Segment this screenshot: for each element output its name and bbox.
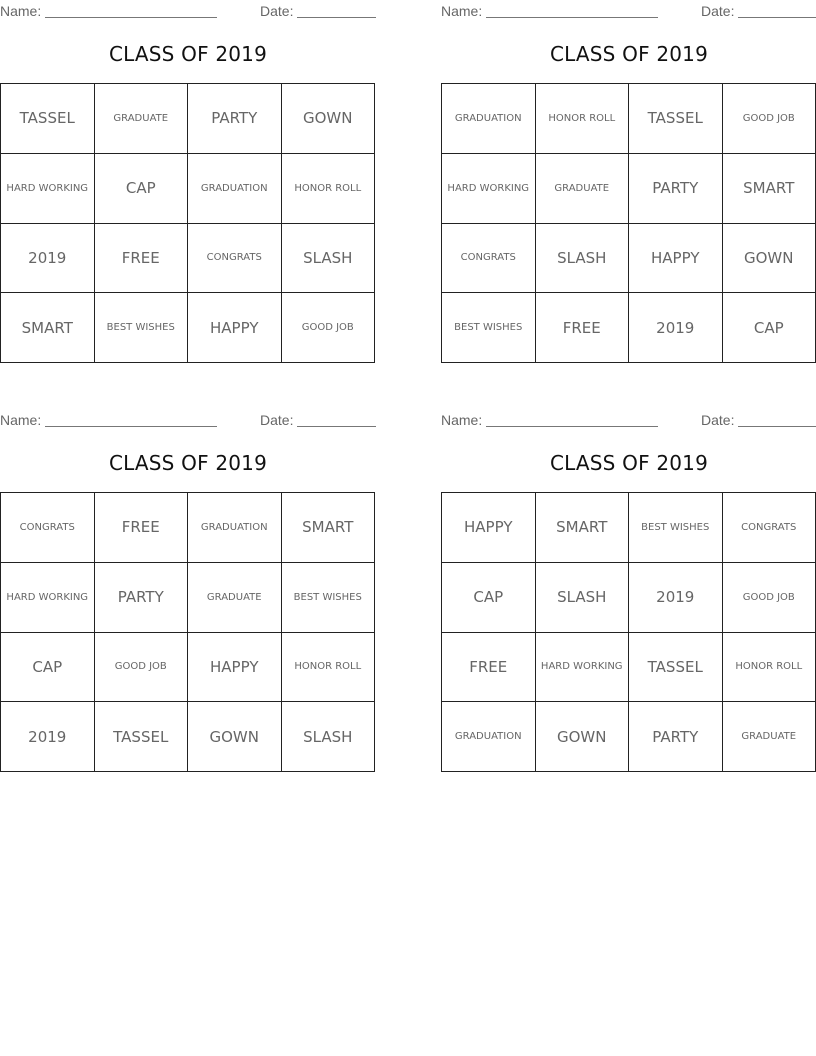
bingo-grid [0, 83, 375, 363]
bingo-cell[interactable]: HONOR ROLL [282, 154, 376, 224]
bingo-card [441, 409, 816, 789]
bingo-cell[interactable]: FREE [95, 224, 189, 294]
bingo-cell[interactable]: SMART [282, 493, 376, 563]
bingo-cell[interactable]: BEST WISHES [442, 293, 536, 363]
bingo-cell[interactable]: FREE [442, 633, 536, 703]
card-header [0, 3, 376, 19]
bingo-cell[interactable]: 2019 [629, 293, 723, 363]
bingo-cell[interactable]: GOOD JOB [723, 84, 816, 154]
bingo-cell[interactable]: GRADUATION [188, 493, 282, 563]
bingo-card [0, 0, 376, 380]
bingo-cell[interactable]: CONGRATS [723, 493, 816, 563]
bingo-cell[interactable]: PARTY [188, 84, 282, 154]
bingo-grid [441, 83, 816, 363]
name-blank-line[interactable] [45, 17, 217, 18]
date-blank-line[interactable] [738, 17, 816, 18]
bingo-cell[interactable]: HAPPY [629, 224, 723, 294]
card-header [441, 412, 816, 428]
bingo-cell[interactable]: CAP [442, 563, 536, 633]
bingo-cell[interactable]: HARD WORKING [536, 633, 630, 703]
bingo-cell[interactable]: GRADUATION [188, 154, 282, 224]
bingo-cell[interactable]: HONOR ROLL [723, 633, 816, 703]
bingo-cell[interactable]: 2019 [629, 563, 723, 633]
name-blank-line[interactable] [486, 426, 658, 427]
card-title: CLASS OF 2019 [549, 451, 709, 475]
card-title: CLASS OF 2019 [108, 42, 268, 66]
bingo-cell[interactable]: SLASH [282, 224, 376, 294]
bingo-cell[interactable]: SMART [723, 154, 816, 224]
bingo-cell[interactable]: TASSEL [1, 84, 95, 154]
bingo-cell[interactable]: PARTY [629, 702, 723, 772]
date-label: Date: [260, 3, 294, 19]
bingo-cell[interactable]: GRADUATE [188, 563, 282, 633]
bingo-cell[interactable]: GOOD JOB [282, 293, 376, 363]
name-blank-line[interactable] [45, 426, 217, 427]
bingo-cell[interactable]: PARTY [629, 154, 723, 224]
bingo-cell[interactable]: SMART [536, 493, 630, 563]
bingo-cell[interactable]: SMART [1, 293, 95, 363]
bingo-cell[interactable]: CONGRATS [1, 493, 95, 563]
bingo-grid [0, 492, 375, 772]
bingo-cell[interactable]: 2019 [1, 702, 95, 772]
bingo-cell[interactable]: 2019 [1, 224, 95, 294]
bingo-cell[interactable]: GOWN [282, 84, 376, 154]
name-blank-line[interactable] [486, 17, 658, 18]
card-title: CLASS OF 2019 [108, 451, 268, 475]
bingo-cell[interactable]: PARTY [95, 563, 189, 633]
date-blank-line[interactable] [297, 17, 376, 18]
name-label: Name: [0, 3, 42, 19]
card-header [0, 412, 376, 428]
bingo-cell[interactable]: TASSEL [629, 633, 723, 703]
bingo-cell[interactable]: FREE [95, 493, 189, 563]
bingo-cell[interactable]: BEST WISHES [95, 293, 189, 363]
bingo-cell[interactable]: HAPPY [188, 293, 282, 363]
date-label: Date: [701, 3, 735, 19]
date-blank-line[interactable] [738, 426, 816, 427]
card-title: CLASS OF 2019 [549, 42, 709, 66]
bingo-cell[interactable]: FREE [536, 293, 630, 363]
name-label: Name: [441, 3, 483, 19]
date-blank-line[interactable] [297, 426, 376, 427]
bingo-cell[interactable]: CONGRATS [442, 224, 536, 294]
bingo-grid [441, 492, 816, 772]
bingo-cell[interactable]: TASSEL [629, 84, 723, 154]
bingo-cell[interactable]: GOWN [723, 224, 816, 294]
name-label: Name: [0, 412, 42, 428]
bingo-cell[interactable]: GRADUATE [536, 154, 630, 224]
bingo-cell[interactable]: BEST WISHES [282, 563, 376, 633]
bingo-cell[interactable]: CAP [95, 154, 189, 224]
bingo-cell[interactable]: GRADUATION [442, 702, 536, 772]
bingo-cell[interactable]: GOOD JOB [95, 633, 189, 703]
bingo-cell[interactable]: BEST WISHES [629, 493, 723, 563]
bingo-cell[interactable]: HAPPY [188, 633, 282, 703]
bingo-cell[interactable]: TASSEL [95, 702, 189, 772]
bingo-cell[interactable]: CAP [723, 293, 816, 363]
bingo-cell[interactable]: GOOD JOB [723, 563, 816, 633]
bingo-cell[interactable]: CAP [1, 633, 95, 703]
bingo-cell[interactable]: HAPPY [442, 493, 536, 563]
bingo-cell[interactable]: HONOR ROLL [536, 84, 630, 154]
bingo-cell[interactable]: HARD WORKING [442, 154, 536, 224]
bingo-card [441, 0, 816, 380]
card-header [441, 3, 816, 19]
bingo-cell[interactable]: GRADUATION [442, 84, 536, 154]
bingo-card [0, 409, 376, 789]
bingo-cell[interactable]: HARD WORKING [1, 563, 95, 633]
bingo-cell[interactable]: HARD WORKING [1, 154, 95, 224]
bingo-cell[interactable]: GRADUATE [723, 702, 816, 772]
date-label: Date: [260, 412, 294, 428]
bingo-cell[interactable]: HONOR ROLL [282, 633, 376, 703]
bingo-cell[interactable]: SLASH [536, 563, 630, 633]
bingo-cell[interactable]: SLASH [282, 702, 376, 772]
name-label: Name: [441, 412, 483, 428]
bingo-cell[interactable]: CONGRATS [188, 224, 282, 294]
bingo-cell[interactable]: GRADUATE [95, 84, 189, 154]
bingo-cell[interactable]: GOWN [188, 702, 282, 772]
bingo-cell[interactable]: SLASH [536, 224, 630, 294]
date-label: Date: [701, 412, 735, 428]
bingo-cell[interactable]: GOWN [536, 702, 630, 772]
